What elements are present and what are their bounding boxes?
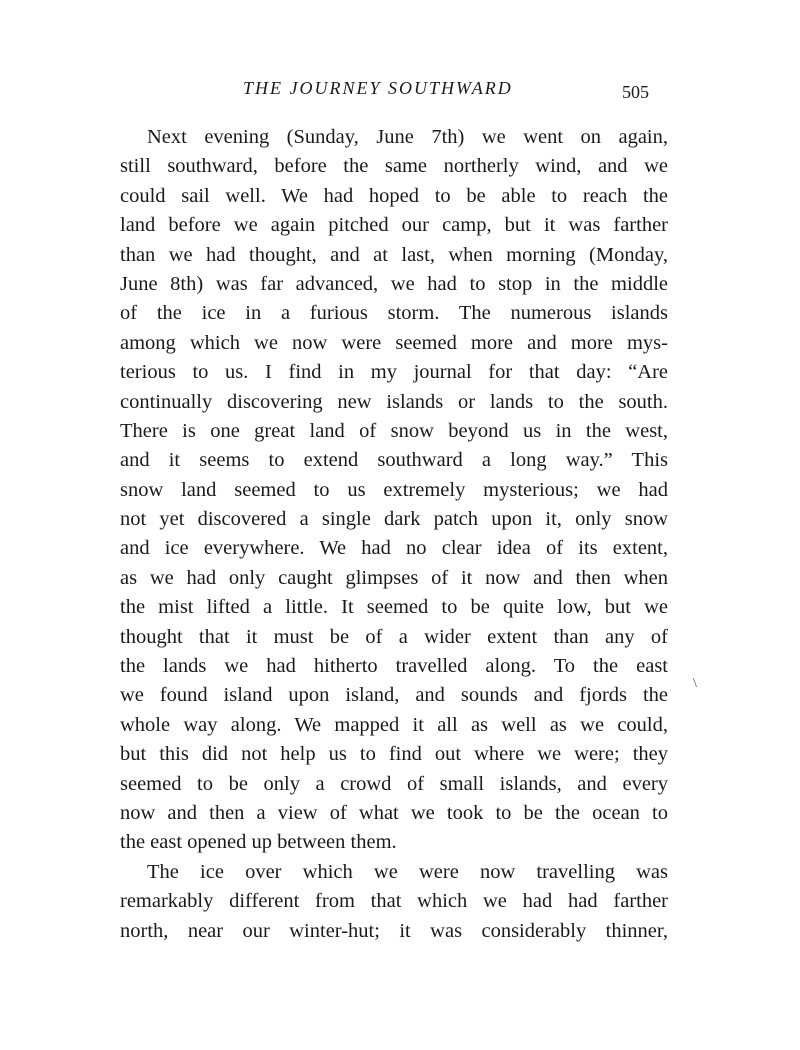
text-line: and it seems to extend southward a long way.” This xyxy=(120,449,668,472)
text-line: continually discovering new islands or lands to the south. xyxy=(120,390,668,413)
text-line: still southward, before the same northerly wind, and we xyxy=(120,155,668,178)
text-line: the mist lifted a little. It seemed to be quite low, but we xyxy=(120,596,668,619)
text-line: remarkably different from that which we had had farther xyxy=(120,890,668,913)
text-line: terious to us. I find in my journal for that day: “Are xyxy=(120,361,668,384)
text-line: not yet discovered a single dark patch upon it, only snow xyxy=(120,508,668,531)
running-head xyxy=(0,78,800,102)
text-line: Next evening (Sunday, June 7th) we went on again, xyxy=(147,126,668,148)
text-line: as we had only caught glimpses of it now and then when xyxy=(120,566,668,589)
text-line: snow land seemed to us extremely mysterious; we had xyxy=(120,478,668,501)
text-line: but this did not help us to find out where we were; they xyxy=(120,743,668,766)
text-line: June 8th) was far advanced, we had to stop in the middle xyxy=(120,272,668,295)
running-title: THE JOURNEY SOUTHWARD xyxy=(243,78,513,98)
text-line: north, near our winter-hut; it was considerably thinner, xyxy=(120,919,668,942)
text-line: the lands we had hitherto travelled along. To the east xyxy=(120,655,668,678)
text-line: and ice everywhere. We had no clear idea of its extent, xyxy=(120,537,668,560)
page-number: 505 xyxy=(622,82,649,102)
text-line: thought that it must be of a wider extent than any of xyxy=(120,625,668,648)
text-line: seemed to be only a crowd of small islands, and every xyxy=(120,772,668,795)
text-line: now and then a view of what we took to be the ocean to xyxy=(120,801,668,824)
text-line: There is one great land of snow beyond us in the west, xyxy=(120,419,668,442)
text-line: The ice over which we were now travelling was xyxy=(147,860,668,883)
text-line: the east opened up between them. xyxy=(120,831,397,854)
text-line: we found island upon island, and sounds and fjords the xyxy=(120,684,668,707)
text-line: among which we now were seemed more and more mys- xyxy=(120,331,668,354)
text-line: than we had thought, and at last, when morning (Monday, xyxy=(120,243,668,266)
text-line: of the ice in a furious storm. The numerous islands xyxy=(120,302,668,325)
text-line: whole way along. We mapped it all as well as we could, xyxy=(120,713,668,736)
text-line: land before we again pitched our camp, but it was farther xyxy=(120,214,668,237)
text-line: could sail well. We had hoped to be able to reach the xyxy=(120,184,668,207)
margin-speck: \ xyxy=(693,676,697,691)
body-text xyxy=(120,123,668,946)
